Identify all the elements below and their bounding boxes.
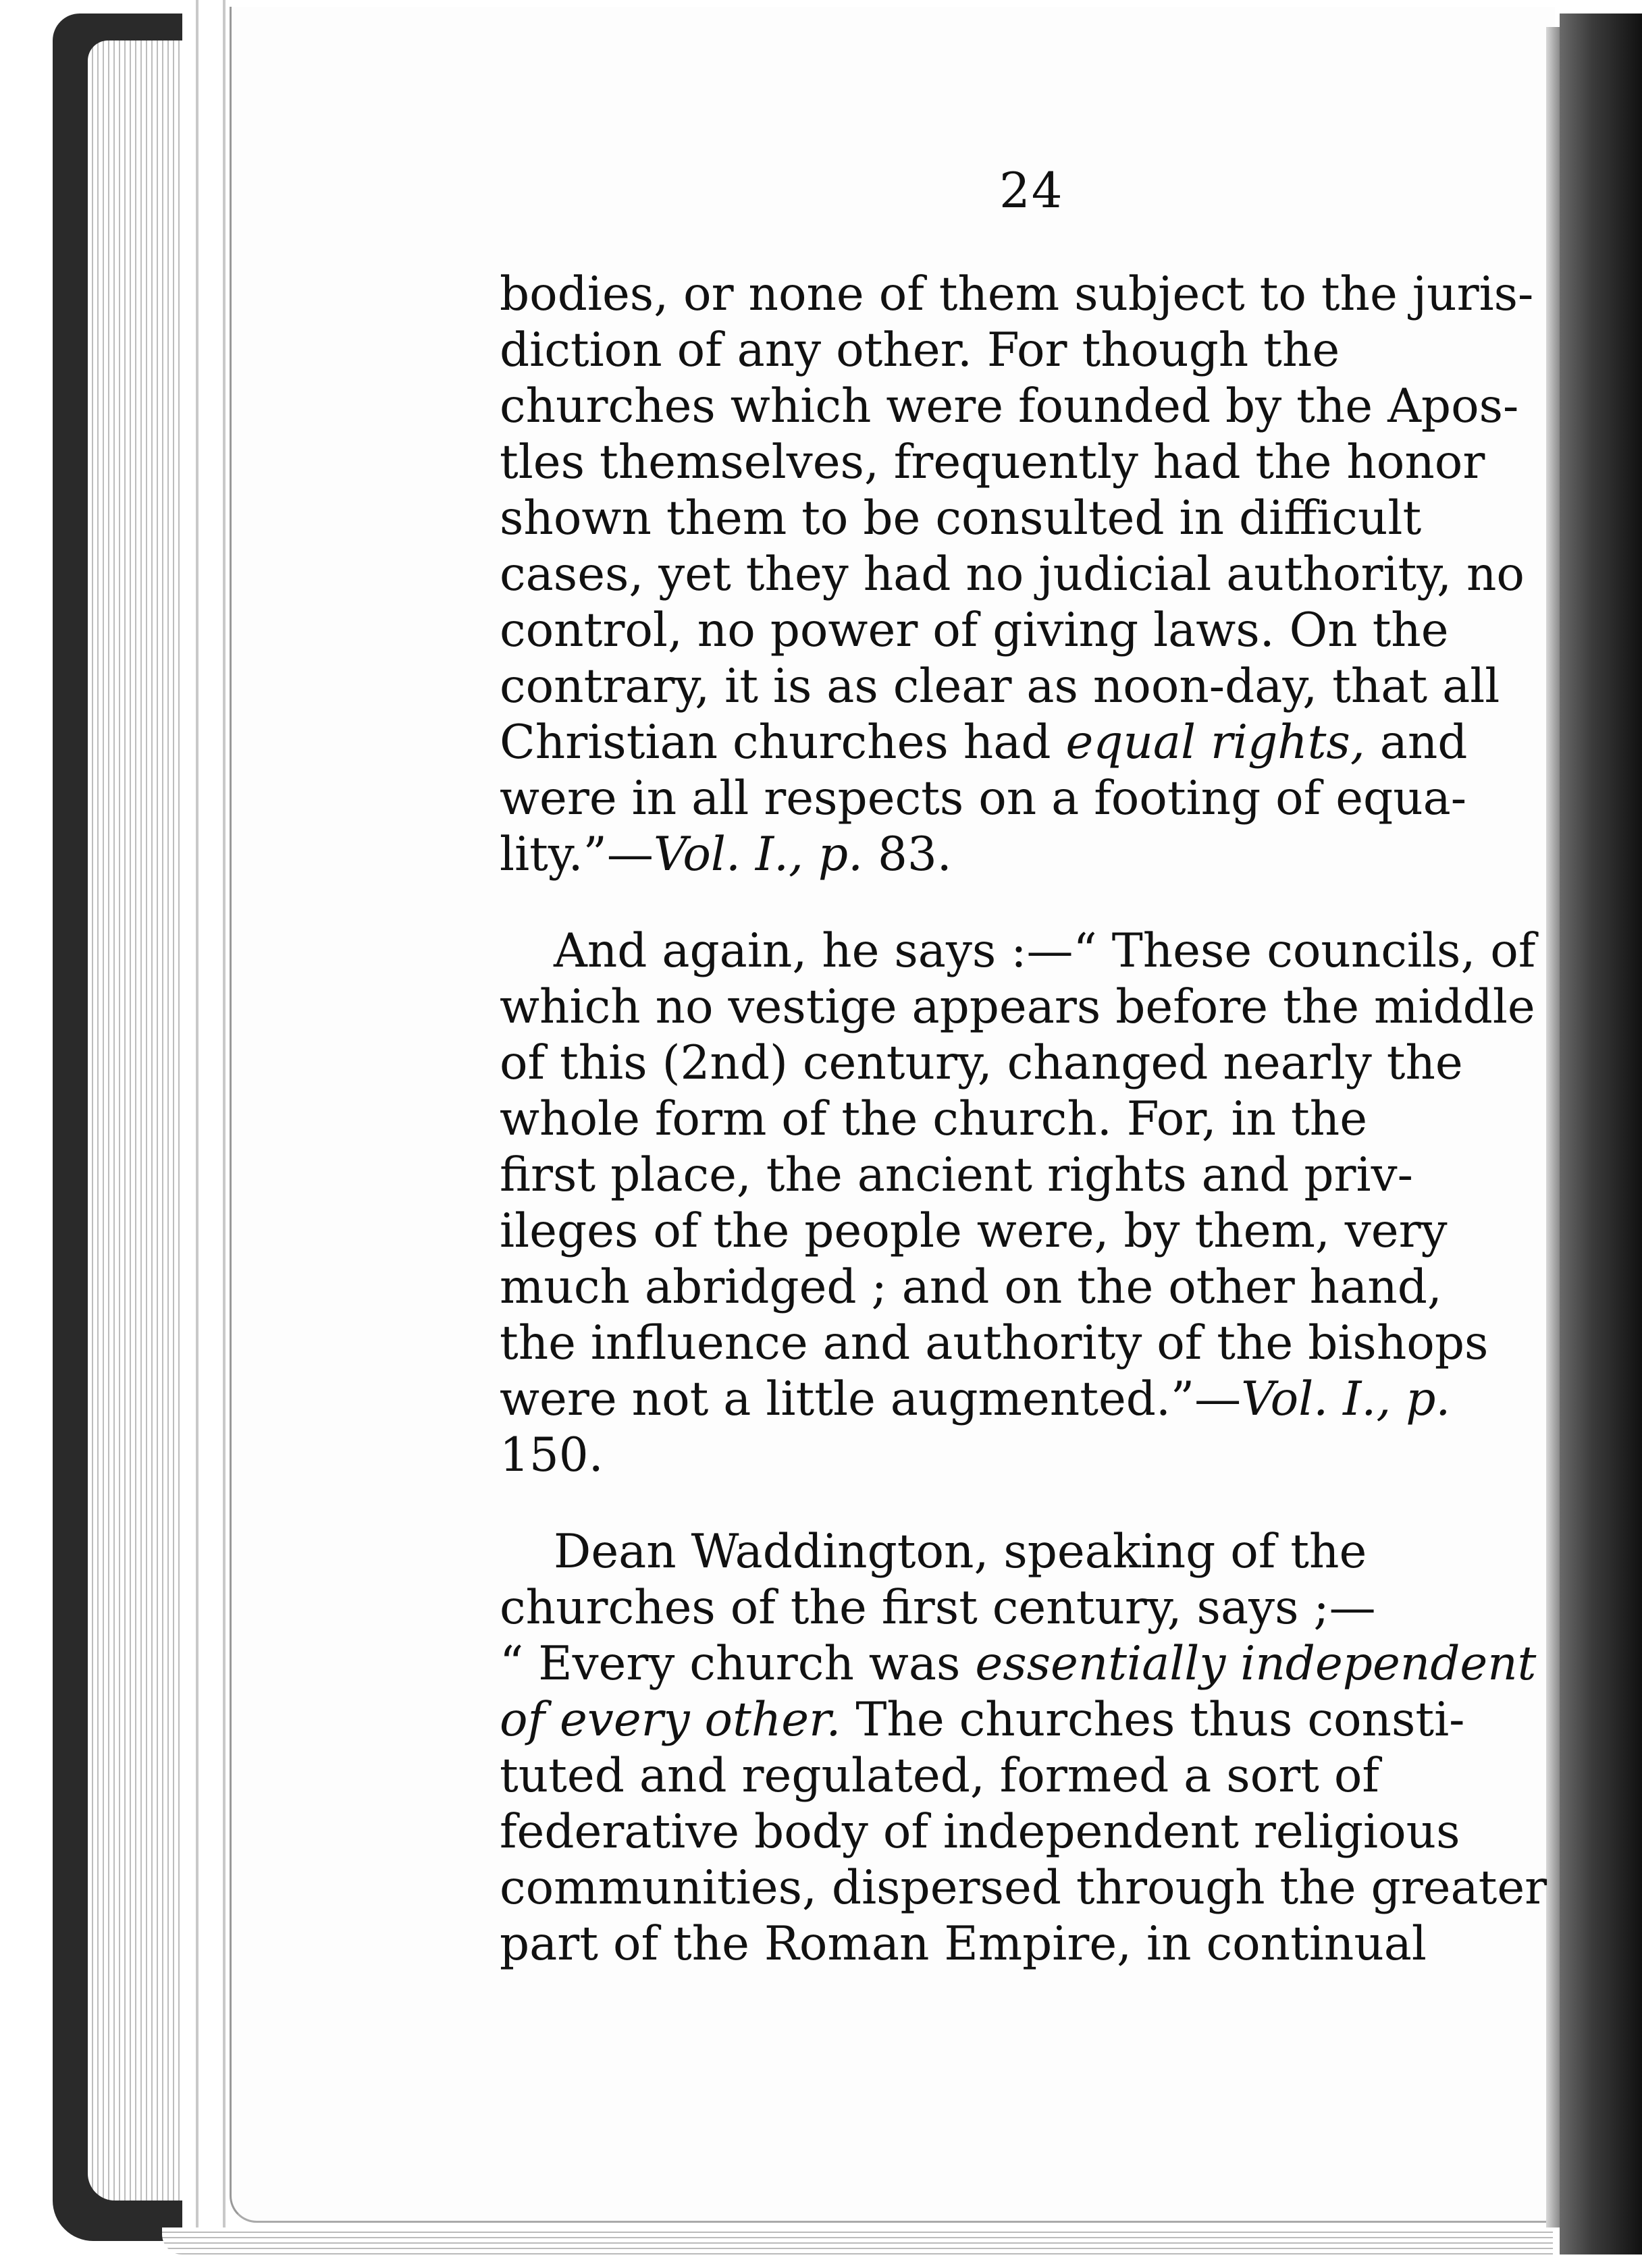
text-line — [500, 1204, 1526, 1260]
text-segment: part of the Roman Empire, in continual — [500, 1917, 1427, 1971]
text-line — [500, 1372, 1526, 1428]
text-line — [500, 1748, 1526, 1804]
body-text — [500, 267, 1547, 1972]
text-segment: Dean Waddington, speaking of the — [554, 1525, 1367, 1579]
text-line — [500, 659, 1526, 715]
text-segment: communities, dispersed through the greater — [500, 1861, 1547, 1915]
text-segment: were in all respects on a footing of equa- — [500, 772, 1467, 826]
text-line — [500, 267, 1534, 323]
text-segment: 150. — [500, 1428, 604, 1482]
text-segment: of this (2nd) century, changed nearly the — [500, 1036, 1463, 1090]
text-line — [500, 491, 1526, 547]
text-line — [500, 603, 1526, 659]
text-line — [500, 1580, 1526, 1636]
paragraph — [500, 923, 1536, 1484]
text-line — [500, 923, 1536, 979]
text-line — [500, 1860, 1547, 1916]
text-segment: Christian churches had — [500, 716, 1066, 770]
text-segment: shown them to be consulted in difficult — [500, 491, 1422, 545]
italic-text: essentially independent — [975, 1637, 1537, 1691]
text-line — [500, 547, 1526, 603]
text-line — [500, 1524, 1526, 1580]
text-line — [500, 1692, 1526, 1748]
text-segment: tuted and regulated, formed a sort of — [500, 1749, 1379, 1803]
text-segment: ileges of the people were, by them, very — [500, 1204, 1448, 1258]
paragraph — [500, 1524, 1547, 1972]
text-segment: first place, the ancient rights and priv- — [500, 1148, 1413, 1202]
text-segment: lity.”— — [500, 828, 654, 882]
gutter-fold — [1546, 27, 1560, 2228]
paragraph — [500, 267, 1534, 883]
text-line — [500, 1916, 1526, 1972]
text-segment: control, no power of giving laws. On the — [500, 603, 1449, 657]
text-segment: 83. — [863, 828, 952, 882]
text-segment: federative body of independent religious — [500, 1805, 1460, 1859]
text-line — [500, 1428, 1526, 1484]
italic-text: of every other. — [500, 1693, 841, 1747]
text-line — [500, 1091, 1526, 1148]
text-line — [500, 827, 1526, 883]
text-segment: tles themselves, frequently had the honor — [500, 435, 1485, 489]
text-segment: The churches thus consti- — [841, 1693, 1465, 1747]
text-line — [500, 1636, 1537, 1692]
text-segment: churches which were founded by the Apos- — [500, 379, 1519, 433]
italic-text: Vol. I., p. — [653, 828, 864, 882]
text-segment: were not a little augmented.”— — [500, 1372, 1242, 1426]
text-segment: And again, he says :—“ These councils, of — [554, 924, 1536, 978]
text-segment: bodies, or none of them subject to the juris- — [500, 267, 1534, 321]
text-segment: churches of the first century, says ;— — [500, 1581, 1376, 1635]
italic-text: Vol. I., p. — [1241, 1372, 1451, 1426]
page-stack-left — [88, 40, 196, 2200]
text-segment: diction of any other. For though the — [500, 323, 1340, 377]
text-segment: much abridged ; and on the other hand, — [500, 1260, 1442, 1314]
page-stack-bottom — [162, 2228, 1553, 2254]
text-line — [500, 323, 1526, 379]
text-line — [500, 1148, 1526, 1204]
text-segment: which no vestige appears before the middle — [500, 980, 1535, 1034]
page-number: 24 — [999, 162, 1064, 219]
text-line — [500, 979, 1535, 1035]
italic-text: equal rights, — [1065, 716, 1365, 770]
text-line — [500, 1035, 1526, 1091]
text-segment: “ Every church was — [500, 1637, 976, 1691]
text-line — [500, 1316, 1526, 1372]
text-line — [500, 435, 1526, 491]
text-segment: contrary, it is as clear as noon-day, that all — [500, 659, 1500, 713]
text-line — [500, 771, 1526, 827]
text-line — [500, 1260, 1526, 1316]
text-segment: and — [1365, 716, 1468, 770]
text-segment: the influence and authority of the bishops — [500, 1316, 1489, 1370]
gutter-shadow — [1560, 14, 1642, 2254]
text-line — [500, 1804, 1526, 1860]
text-segment: cases, yet they had no judicial authority, no — [500, 547, 1525, 601]
text-line — [500, 715, 1526, 771]
text-line — [500, 379, 1526, 435]
page-edge — [182, 0, 236, 2254]
text-segment: whole form of the church. For, in the — [500, 1092, 1368, 1146]
